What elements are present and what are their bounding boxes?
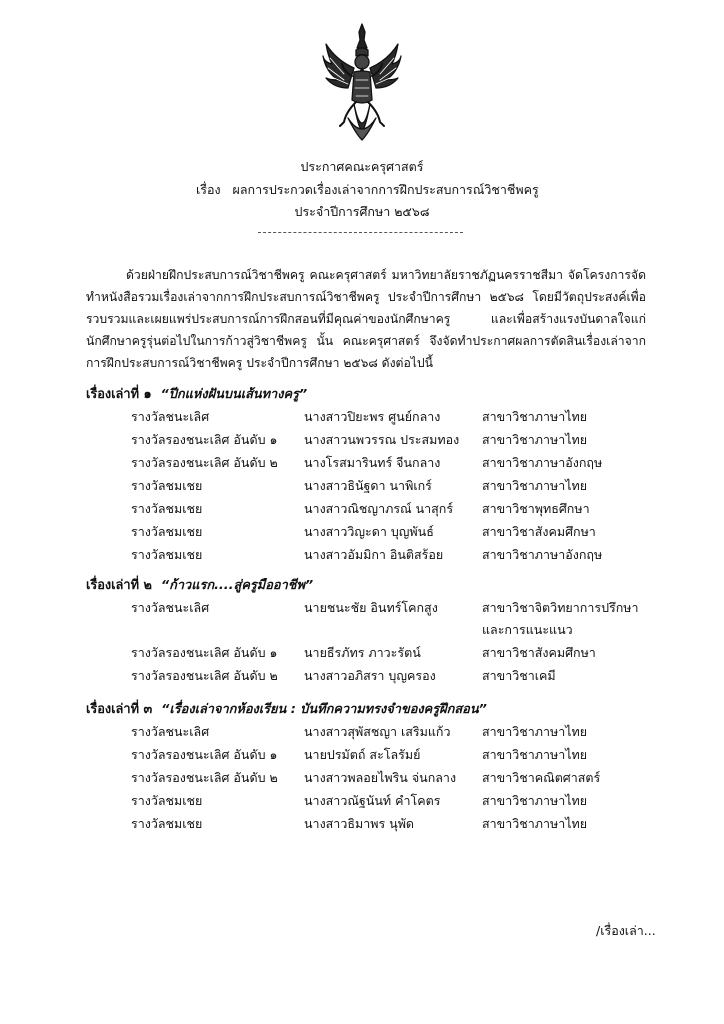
winner-major: สาขาวิชาภาษาอังกฤษ — [482, 547, 603, 562]
header-divider — [258, 232, 463, 233]
story-title: “เรื่องเล่าจากห้องเรียน : บันทึกความทรงจำของครูฝึกสอน” — [161, 702, 487, 717]
intro-text: ด้วยฝ่ายฝึกประสบการณ์วิชาชีพครู คณะครุศาสตร์ มหาวิทยาลัยราชภัฏนครราชสีมา จัดโครงการจัดทำหนังสือรวมเรื่องเล่าจากการฝึกประสบการณ์วิชาชีพครู ประจำปีการศึกษา ๒๕๖๘ โดยมีวัตถุประสงค์เพื่อรวบรวมและเผยแพร่ประสบการณ์การฝึกสอนที่มีคุณค่าของนักศึกษาครู และเพื่อสร้างแรงบันดาลใจแก่นักศึกษาครูรุ่นต่อไปในการก้าวสู่วิชาชีพครู นั้น คณะครุศาสตร์ จึงจัดทำประกาศผลการตัดสินเรื่องเล่าจากการฝึกประสบการณ์วิชาชีพครู ประจำปีการศึกษา ๒๕๖๘ ดังต่อไปนี้ — [86, 268, 646, 370]
award-name: รางวัลชมเชย — [131, 478, 203, 493]
award-name: รางวัลรองชนะเลิศ อันดับ ๑ — [131, 432, 278, 447]
award-name: รางวัลชนะเลิศ — [131, 600, 210, 615]
winner-name: นางสาวณิชญาภรณ์ นาสุกร์ — [304, 501, 454, 516]
winner-major-continued: และการแนะแนว — [482, 622, 573, 637]
winner-name: นายปรมัตถ์ สะโลรัมย์ — [304, 747, 421, 762]
winner-name: นางสาววิญะดา บุญพันธ์ — [304, 524, 434, 539]
winner-major: สาขาวิชาภาษาไทย — [482, 747, 588, 762]
winner-name: นางสาวอภิสรา บุญครอง — [304, 668, 436, 683]
winner-name: นางสาวสุพัสชญา เสริมแก้ว — [304, 724, 451, 739]
winner-major: สาขาวิชาสังคมศึกษา — [482, 645, 596, 660]
subject-label: เรื่อง — [196, 182, 221, 197]
continuation-marker: /เรื่องเล่า... — [596, 923, 656, 938]
award-name: รางวัลรองชนะเลิศ อันดับ ๒ — [131, 455, 278, 470]
award-name: รางวัลรองชนะเลิศ อันดับ ๑ — [131, 747, 278, 762]
award-name: รางวัลรองชนะเลิศ อันดับ ๒ — [131, 770, 278, 785]
award-name: รางวัลชมเชย — [131, 547, 203, 562]
subject-text: ผลการประกวดเรื่องเล่าจากการฝึกประสบการณ์วิชาชีพครู — [232, 182, 539, 197]
winner-major: สาขาวิชาเคมี — [482, 668, 556, 683]
garuda-emblem-icon — [322, 22, 402, 144]
story-3-heading — [86, 701, 487, 719]
winner-name: นางโรสมารินทร์ จีนกลาง — [304, 455, 441, 470]
story-label: เรื่องเล่าที่ ๑ — [86, 387, 152, 402]
story-1-heading — [86, 386, 307, 404]
winner-major: สาขาวิชาภาษาไทย — [482, 793, 588, 808]
award-name: รางวัลชนะเลิศ — [131, 724, 210, 739]
story-label: เรื่องเล่าที่ ๓ — [86, 702, 153, 717]
award-name: รางวัลชมเชย — [131, 793, 203, 808]
winner-major: สาขาวิชาภาษาอังกฤษ — [482, 455, 603, 470]
winner-major: สาขาวิชาภาษาไทย — [482, 432, 588, 447]
story-2-heading — [86, 577, 313, 595]
award-name: รางวัลชนะเลิศ — [131, 409, 210, 424]
winner-major: สาขาวิชาพุทธศึกษา — [482, 501, 590, 516]
award-name: รางวัลรองชนะเลิศ อันดับ ๑ — [131, 645, 278, 660]
story-title: “ก้าวแรก....สู่ครูมืออาชีพ” — [160, 578, 314, 593]
award-name: รางวัลรองชนะเลิศ อันดับ ๒ — [131, 668, 278, 683]
winner-major: สาขาวิชาคณิตศาสตร์ — [482, 770, 601, 785]
award-name: รางวัลชมเชย — [131, 816, 203, 831]
winner-major: สาขาวิชาภาษาไทย — [482, 816, 588, 831]
intro-paragraph — [86, 264, 646, 374]
winner-name: นายชนะชัย อินทร์โคกสูง — [304, 600, 438, 615]
winner-major: สาขาวิชาสังคมศึกษา — [482, 524, 596, 539]
winner-name: นางสาวปิยะพร ศูนย์กลาง — [304, 409, 441, 424]
winner-major: สาขาวิชาภาษาไทย — [482, 409, 588, 424]
story-title: “ปีกแห่งฝันบนเส้นทางครู” — [160, 387, 308, 402]
winner-major: สาขาวิชาภาษาไทย — [482, 478, 588, 493]
award-name: รางวัลชมเชย — [131, 524, 203, 539]
winner-name: นางสาวนพวรรณ ประสมทอง — [304, 432, 460, 447]
subject-line — [196, 181, 539, 199]
award-name: รางวัลชมเชย — [131, 501, 203, 516]
winner-major: สาขาวิชาจิตวิทยาการปรึกษา — [482, 600, 639, 615]
winner-name: นางสาวอัมมิกา อินติสร้อย — [304, 547, 444, 562]
winner-major: สาขาวิชาภาษาไทย — [482, 724, 588, 739]
story-label: เรื่องเล่าที่ ๒ — [86, 578, 152, 593]
announcement-title: ประกาศคณะครุศาสตร์ — [300, 159, 424, 174]
winner-name: นายธีรภัทร ภาวะรัตน์ — [304, 645, 421, 660]
winner-name: นางสาวณัฐนันท์ คำโคตร — [304, 793, 441, 808]
winner-name: นางสาวธิมาพร นุพัด — [304, 816, 415, 831]
winner-name: นางสาวธินัฐดา นาพิเกร์ — [304, 478, 432, 493]
winner-name: นางสาวพลอยไพริน จ่นกลาง — [304, 770, 457, 785]
academic-year-line: ประจำปีการศึกษา ๒๕๖๘ — [294, 204, 430, 219]
